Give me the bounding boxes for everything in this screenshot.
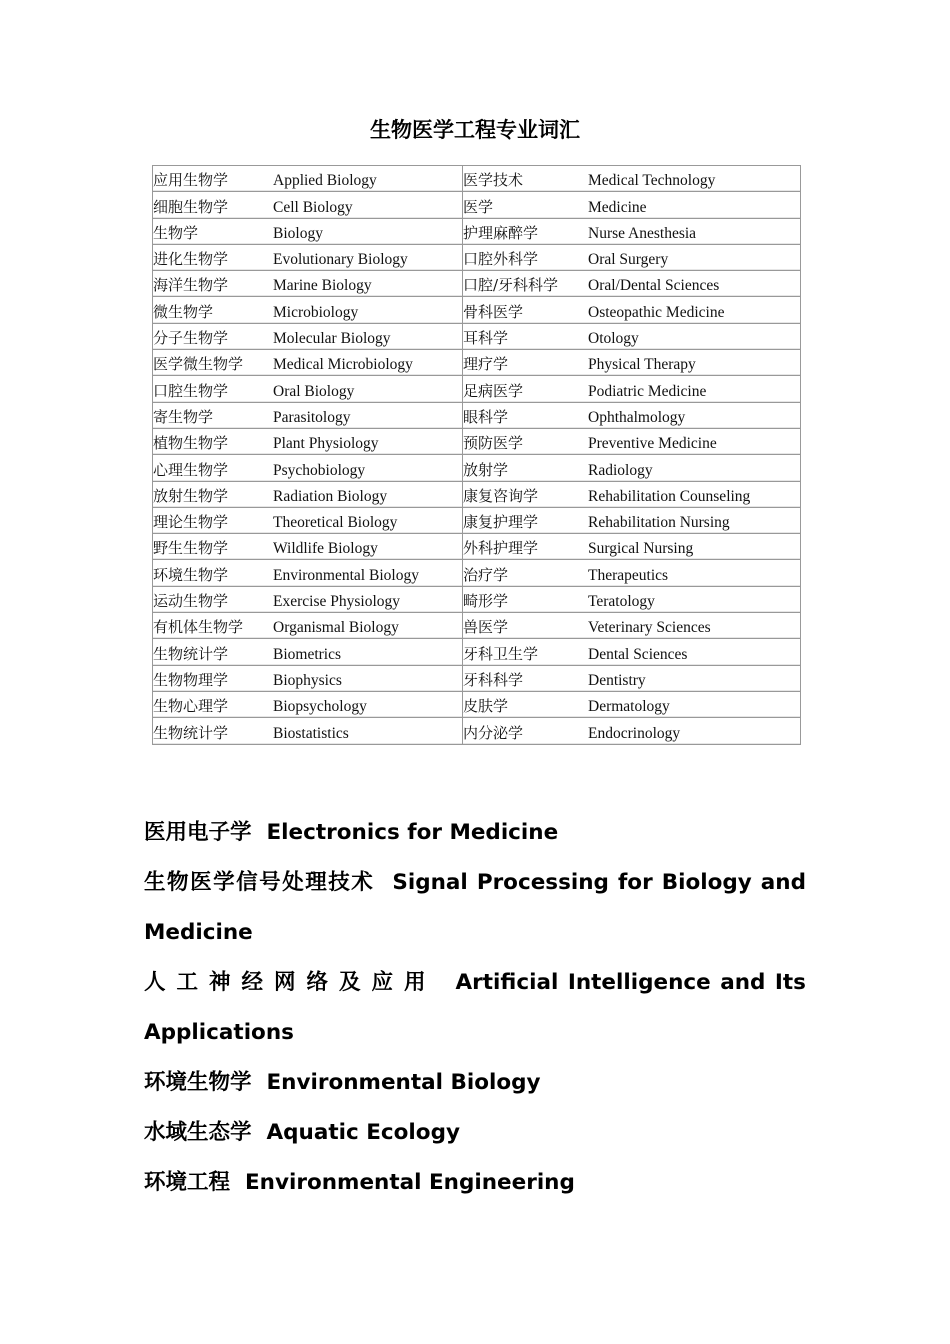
table-cell-left [153,350,463,376]
term-en: Physical Therapy [588,356,696,374]
term-en: Otology [588,330,639,348]
term-en: Psychobiology [273,461,366,479]
table-cell-left [153,639,463,665]
term-zh: 放射生物学 [153,486,229,505]
term-zh: 牙科科学 [463,670,524,689]
term-en: Plant Physiology [273,435,379,453]
term-zh: 外科护理学 [463,539,539,558]
course-item-en: Signal Processing for Biology and Medicine [144,870,806,945]
table-cell-right [463,297,801,323]
term-zh: 心理生物学 [153,460,229,479]
term-en: Podiatric Medicine [588,382,707,400]
table-cell-right [463,534,801,560]
table-cell-left [153,560,463,586]
table-cell-right [463,666,801,692]
term-zh: 寄生物学 [153,407,214,426]
term-zh: 医学 [463,197,494,216]
table-cell-right [463,429,801,455]
term-en: Molecular Biology [273,330,391,348]
term-en: Exercise Physiology [273,593,400,611]
table-cell-left [153,297,463,323]
vocabulary-table [152,165,801,745]
term-zh: 理论生物学 [153,513,229,532]
table-cell-right [463,245,801,271]
table-cell-right [463,192,801,218]
term-zh: 护理麻醉学 [463,223,539,242]
term-zh: 有机体生物学 [153,618,244,637]
table-cell-left [153,219,463,245]
term-en: Biophysics [273,671,342,689]
term-en: Microbiology [273,303,359,321]
term-zh: 海洋生物学 [153,276,229,295]
term-en: Endocrinology [588,724,681,742]
term-zh: 眼科学 [463,407,509,426]
term-en: Theoretical Biology [273,514,398,532]
table-cell-right [463,613,801,639]
term-en: Medical Technology [588,172,716,190]
term-en: Evolutionary Biology [273,251,408,269]
table-cell-left [153,666,463,692]
term-en: Teratology [588,593,655,611]
term-zh: 进化生物学 [153,250,229,269]
course-item-en: Environmental Biology [266,1070,541,1095]
term-zh: 预防医学 [463,434,524,453]
term-zh: 应用生物学 [153,171,229,190]
term-zh: 皮肤学 [463,697,509,716]
table-cell-right [463,271,801,297]
table-cell-left [153,192,463,218]
term-zh: 植物生物学 [153,434,229,453]
course-item-zh: 生物医学信号处理技术 [144,870,375,895]
table-row [153,403,801,429]
term-zh: 耳科学 [463,329,509,348]
table-cell-right [463,482,801,508]
term-en: Rehabilitation Nursing [588,514,730,532]
term-zh: 治疗学 [463,565,509,584]
term-zh: 运动生物学 [153,592,229,611]
term-en: Dental Sciences [588,645,688,663]
course-item-zh: 人工神经网络及应用 [144,970,437,995]
term-en: Environmental Biology [273,566,419,584]
term-en: Biometrics [273,645,342,663]
term-zh: 生物学 [153,223,199,242]
table-cell-right [463,692,801,718]
table-cell-left [153,455,463,481]
course-item-zh: 水域生态学 [144,1120,252,1145]
course-item-zh: 环境工程 [144,1170,231,1195]
table-cell-right [463,166,801,192]
vocabulary-table-body [153,166,801,745]
term-en: Dermatology [588,698,670,716]
term-en: Surgical Nursing [588,540,694,558]
table-row [153,297,801,323]
table-cell-right [463,508,801,534]
table-row [153,666,801,692]
table-row [153,534,801,560]
term-zh: 生物统计学 [153,644,229,663]
course-item-en: Electronics for Medicine [266,820,559,845]
course-item [144,1058,806,1108]
term-zh: 理疗学 [463,355,509,374]
term-zh: 环境生物学 [153,565,229,584]
course-item [144,1158,806,1208]
term-en: Biostatistics [273,724,349,742]
table-row [153,192,801,218]
term-en: Rehabilitation Counseling [588,487,751,505]
table-row [153,613,801,639]
term-zh: 生物心理学 [153,697,229,716]
table-cell-left [153,613,463,639]
table-cell-right [463,587,801,613]
term-zh: 分子生物学 [153,329,229,348]
table-cell-left [153,534,463,560]
term-en: Wildlife Biology [273,540,378,558]
term-en: Therapeutics [588,566,669,584]
term-zh: 放射学 [463,460,509,479]
table-row [153,455,801,481]
table-cell-left [153,166,463,192]
term-en: Oral Biology [273,382,355,400]
table-row [153,245,801,271]
term-zh: 口腔/牙科科学 [463,276,559,295]
term-zh: 口腔外科学 [463,250,539,269]
term-zh: 牙科卫生学 [463,644,539,663]
table-row [153,587,801,613]
term-en: Preventive Medicine [588,435,717,453]
table-row [153,482,801,508]
course-item-en: Environmental Engineering [245,1170,575,1195]
course-list [144,808,806,1208]
table-cell-left [153,429,463,455]
term-en: Radiology [588,461,653,479]
table-cell-left [153,324,463,350]
term-zh: 骨科医学 [463,302,524,321]
page-title: 生物医学工程专业词汇 [370,118,580,142]
table-row [153,692,801,718]
table-cell-right [463,639,801,665]
table-cell-left [153,692,463,718]
table-row [153,166,801,192]
term-zh: 康复咨询学 [463,486,539,505]
table-cell-left [153,508,463,534]
table-cell-right [463,560,801,586]
course-item [144,858,806,958]
course-item [144,958,806,1058]
term-en: Medical Microbiology [273,356,413,374]
table-row [153,324,801,350]
course-item-zh: 医用电子学 [144,820,252,845]
table-cell-left [153,482,463,508]
table-cell-right [463,455,801,481]
term-zh: 畸形学 [463,592,509,611]
term-en: Veterinary Sciences [588,619,711,637]
table-row [153,376,801,402]
term-zh: 医学技术 [463,171,524,190]
table-cell-right [463,718,801,744]
term-zh: 足病医学 [463,381,524,400]
term-zh: 医学微生物学 [153,355,244,374]
table-row [153,429,801,455]
term-en: Biopsychology [273,698,367,716]
table-row [153,508,801,534]
term-en: Marine Biology [273,277,372,295]
table-cell-left [153,245,463,271]
course-item-en: Artificial Intelligence and Its Applications [144,970,806,1045]
term-en: Organismal Biology [273,619,399,637]
table-cell-left [153,587,463,613]
term-en: Medicine [588,198,647,216]
table-row [153,718,801,744]
table-cell-left [153,718,463,744]
term-en: Nurse Anesthesia [588,224,697,242]
term-en: Ophthalmology [588,408,686,426]
course-item-en: Aquatic Ecology [266,1120,460,1145]
term-zh: 内分泌学 [463,723,524,742]
table-cell-left [153,271,463,297]
table-cell-left [153,403,463,429]
term-zh: 口腔生物学 [153,381,229,400]
table-row [153,560,801,586]
term-en: Applied Biology [273,172,377,190]
table-row [153,639,801,665]
term-zh: 康复护理学 [463,513,539,532]
table-row [153,271,801,297]
table-cell-right [463,403,801,429]
table-row [153,350,801,376]
term-zh: 野生生物学 [153,539,229,558]
term-en: Osteopathic Medicine [588,303,725,321]
course-item-zh: 环境生物学 [144,1070,252,1095]
term-zh: 生物统计学 [153,723,229,742]
table-cell-right [463,350,801,376]
term-en: Parasitology [273,408,351,426]
term-en: Oral/Dental Sciences [588,277,720,295]
table-cell-right [463,219,801,245]
table-row [153,219,801,245]
term-zh: 微生物学 [153,302,214,321]
course-item [144,808,806,858]
term-zh: 细胞生物学 [153,197,229,216]
term-en: Dentistry [588,671,646,689]
table-cell-right [463,376,801,402]
term-zh: 兽医学 [463,618,509,637]
term-zh: 生物物理学 [153,670,229,689]
term-en: Oral Surgery [588,251,669,269]
course-item [144,1108,806,1158]
table-cell-left [153,376,463,402]
term-en: Cell Biology [273,198,353,216]
table-cell-right [463,324,801,350]
term-en: Biology [273,224,323,242]
term-en: Radiation Biology [273,487,388,505]
